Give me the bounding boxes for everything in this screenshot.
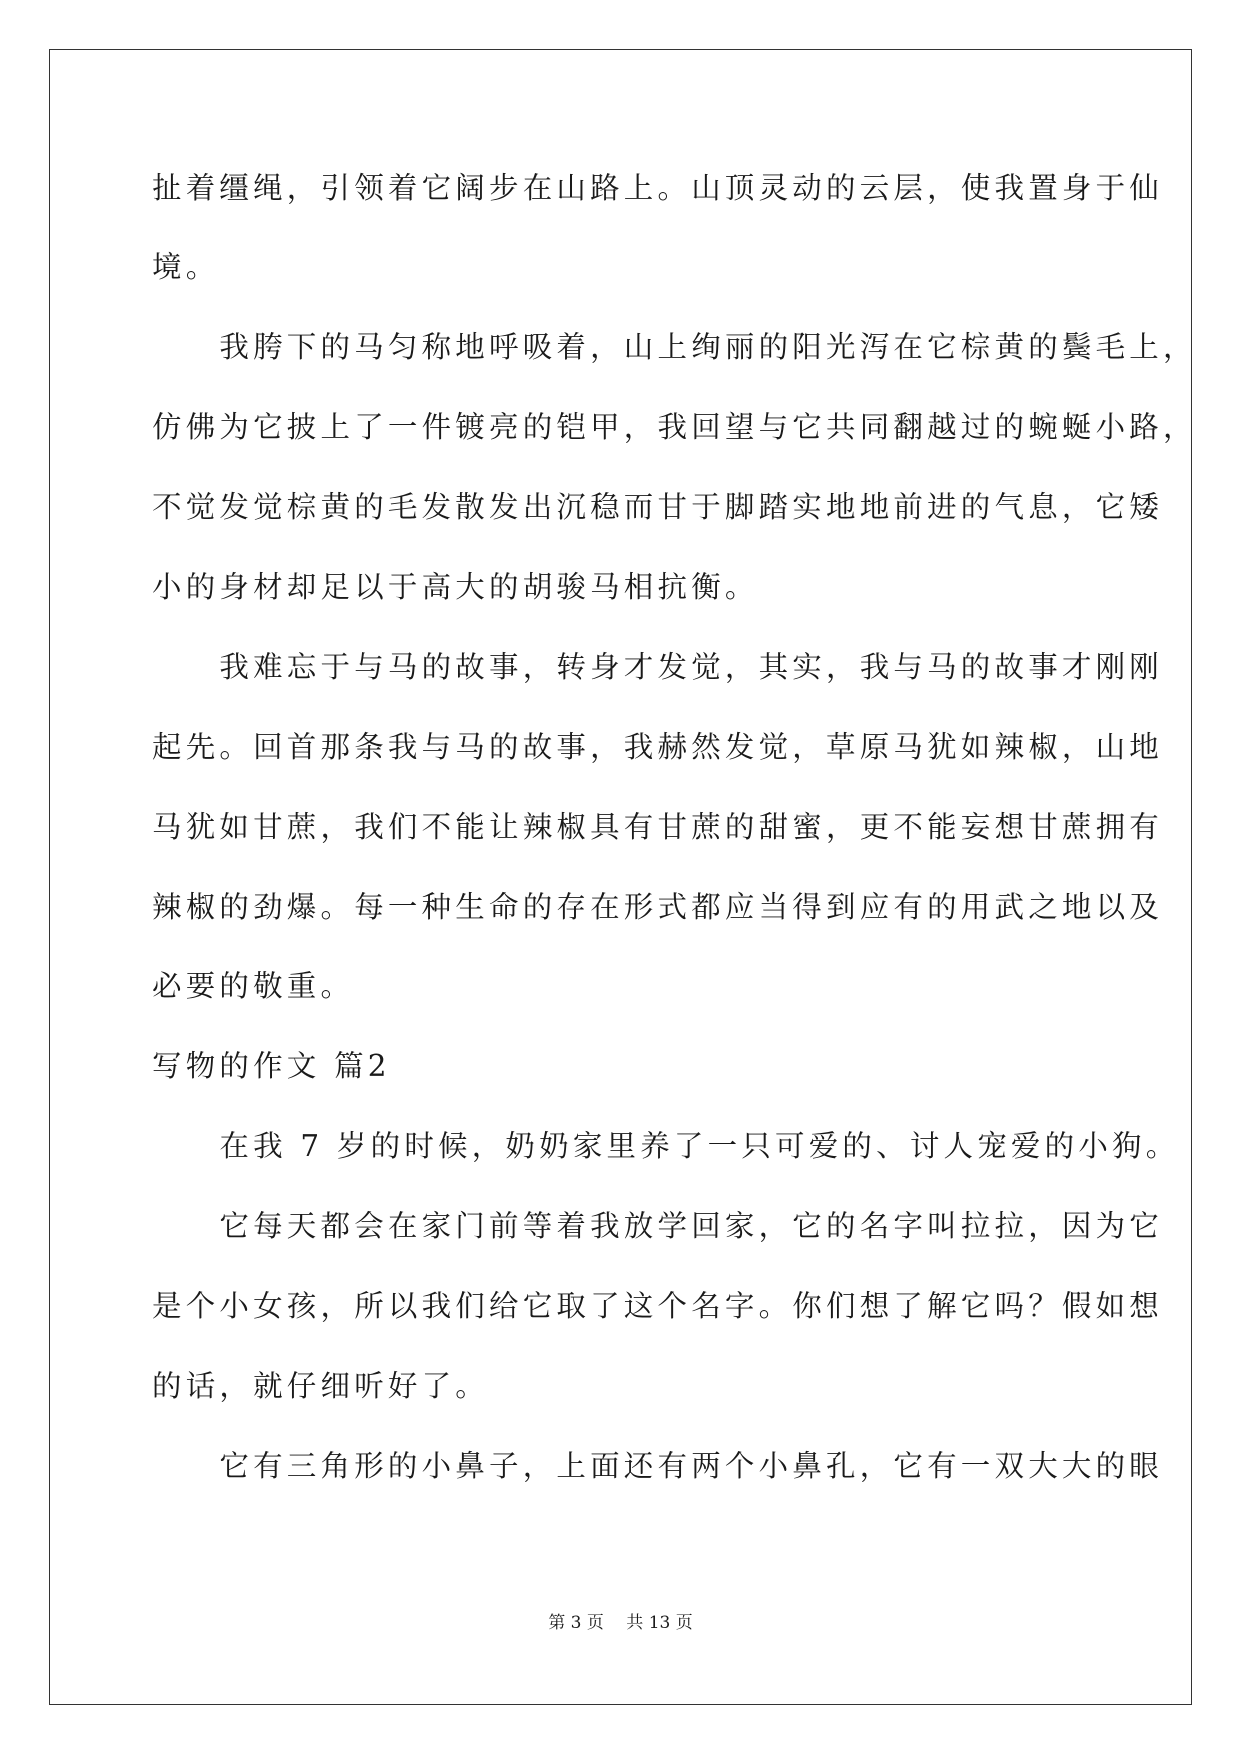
text-line: 我胯下的马匀称地呼吸着，山上绚丽的阳光泻在它棕黄的鬓毛上， — [152, 330, 1197, 364]
text-line: 它有三角形的小鼻子，上面还有两个小鼻孔，它有一双大大的眼 — [152, 1449, 1164, 1483]
text-line: 是个小女孩，所以我们给它取了这个名字。你们想了解它吗？假如想 — [152, 1289, 1164, 1323]
text-line: 它每天都会在家门前等着我放学回家，它的名字叫拉拉，因为它 — [152, 1209, 1164, 1243]
text-line: 辣椒的劲爆。每一种生命的存在形式都应当得到应有的用武之地以及 — [152, 890, 1164, 924]
text-line: 扯着缰绳，引领着它阔步在山路上。山顶灵动的云层，使我置身于仙 — [152, 171, 1164, 205]
text-line: 我难忘于与马的故事，转身才发觉，其实，我与马的故事才刚刚 — [152, 650, 1164, 684]
text-line: 的话，就仔细听好了。 — [152, 1369, 490, 1403]
text-line: 境。 — [152, 250, 220, 284]
text-line: 仿佛为它披上了一件镀亮的铠甲，我回望与它共同翻越过的蜿蜒小路， — [152, 410, 1197, 444]
text-line: 马犹如甘蔗，我们不能让辣椒具有甘蔗的甜蜜，更不能妄想甘蔗拥有 — [152, 810, 1164, 844]
text-line: 小的身材却足以于高大的胡骏马相抗衡。 — [152, 570, 759, 604]
page-number-footer: 第 3 页 共 13 页 — [548, 1613, 693, 1633]
text-line: 在我 7 岁的时候，奶奶家里养了一只可爱的、讨人宠爱的小狗。 — [152, 1129, 1180, 1163]
section-heading: 写物的作文 篇2 — [152, 1049, 391, 1083]
text-line: 不觉发觉棕黄的毛发散发出沉稳而甘于脚踏实地地前进的气息，它矮 — [152, 490, 1164, 524]
text-line: 必要的敬重。 — [152, 969, 355, 1003]
text-line: 起先。回首那条我与马的故事，我赫然发觉，草原马犹如辣椒，山地 — [152, 730, 1164, 764]
